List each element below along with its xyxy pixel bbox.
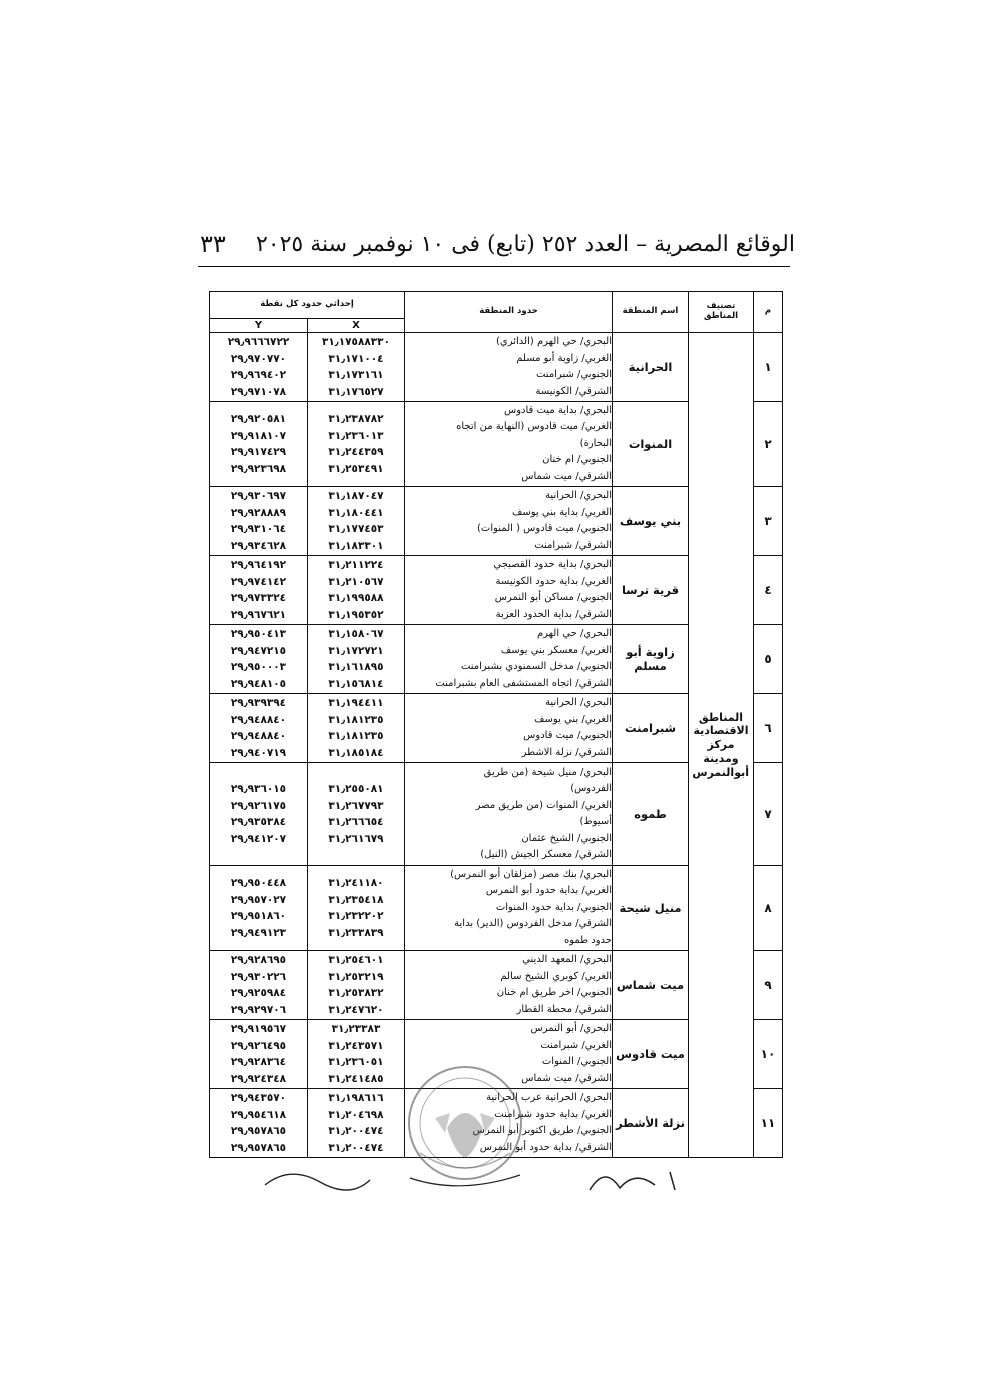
x-coordinate: ٣١٫١٥٨٠٦٧ [328, 628, 384, 640]
x-coordinate: ٣١٫١٧٦٥٢٧ [328, 385, 384, 398]
boundary-line: الغربي/ معسكر بني يوسف [500, 644, 612, 656]
x-coordinate: ٣١٫٢٥٣٤٩١ [328, 462, 384, 475]
y-coordinates [210, 694, 308, 763]
boundary-line: الشرقي/ شبرامنت [534, 539, 612, 551]
row-index: ٩ [754, 951, 783, 1020]
x-coordinates [308, 1020, 405, 1089]
x-coordinate: ٣١٫١٩٤٤١١ [328, 697, 384, 709]
zone-name: نزلة الأشطر [613, 1089, 689, 1158]
y-coordinate: ٢٩٫٩٣١٠٦٤ [230, 523, 287, 535]
x-coordinate: ٣١٫٢٤٧٦٢٠ [328, 1003, 384, 1016]
boundary-line: الشرقي/ محطة القطار [516, 1003, 612, 1015]
x-coordinates [308, 402, 405, 487]
x-coordinate: ٣١٫١٧٢٧٢١ [328, 644, 384, 657]
classification-text: المناطق الاقتصادية مركز ومدينة أبوالنمرس [692, 710, 749, 779]
boundary-line: الغربي/ بداية بني يوسف [512, 506, 612, 518]
header-index: م [754, 292, 783, 333]
zone-boundaries [405, 1089, 613, 1158]
y-coordinate: ٢٩٫٩٦٩٤٠٢ [230, 369, 287, 381]
header-rule [198, 266, 790, 267]
y-coordinate: ٢٩٫٩٥٧٠٢٧ [230, 893, 287, 906]
x-coordinates [308, 694, 405, 763]
y-coordinate: ٢٩٫٩٣٦٠١٥ [230, 783, 287, 795]
y-coordinate: ٢٩٫٩٦٦٦٧٢٢ [227, 336, 290, 348]
x-coordinate: ٣١٫٢٤١١٨٠ [328, 877, 384, 889]
x-coordinates [308, 333, 405, 402]
zone-name: ميت قادوس [613, 1020, 689, 1089]
table-row [210, 333, 783, 402]
boundary-line: البحري/ بداية حدود القصبجي [493, 559, 612, 570]
x-coordinate: ٣١٫١٨٠٤٤١ [328, 506, 384, 519]
x-coordinate: ٣١٫١٨٣٣٠١ [328, 539, 384, 552]
zone-name: طموه [613, 763, 689, 866]
x-coordinate: ٣١٫٢٥٣٨٣٢ [328, 987, 384, 999]
row-index: ٣ [754, 487, 783, 556]
y-coordinates [210, 333, 308, 402]
boundary-line: الغربي/ بني يوسف [534, 713, 612, 725]
y-coordinate: ٢٩٫٩٢٨٦٩٥ [230, 954, 287, 966]
header-x: X [308, 319, 405, 333]
boundary-line: الغربي/ المنوات (من طريق مصر [475, 799, 612, 811]
x-coordinate: ٣١٫١٩٨٦١٦ [328, 1092, 384, 1104]
row-index: ٧ [754, 763, 783, 866]
row-index: ١ [754, 333, 783, 402]
zone-boundaries [405, 487, 613, 556]
row-index: ٨ [754, 866, 783, 951]
boundary-line: الجنوبي/ الشيخ عثمان [521, 832, 612, 844]
boundary-line: الجنوبي/ شبرامنت [535, 369, 612, 380]
y-coordinate: ٢٩٫٩٢٩٧٠٦ [230, 1003, 287, 1016]
row-index: ٦ [754, 694, 783, 763]
boundary-line: الشرقي/ ميت شماس [521, 470, 612, 482]
y-coordinate: ٢٩٫٩١٧٤٢٩ [230, 446, 287, 458]
boundary-line: الشرقي/ الكونيسة [535, 385, 612, 397]
row-index: ٥ [754, 625, 783, 694]
y-coordinate: ٢٩٫٩٢٠٥٨١ [230, 413, 287, 425]
boundary-line: الغربي/ بداية حدود أبو النمرس [485, 885, 612, 897]
boundary-line: الجنوبي/ ام خنان [542, 454, 612, 466]
x-coordinate: ٣١٫٢٣٣٨٣٩ [328, 926, 384, 939]
boundary-line: الشرقي/ بداية الحدود العزبة [495, 608, 612, 620]
y-coordinate: ٢٩٫٩٢٣٦٩٨ [230, 462, 287, 475]
row-index: ٢ [754, 402, 783, 487]
boundary-line: البحري/ بنك مصر (مزلقان أبو النمرس) [450, 868, 612, 880]
x-coordinate: ٣١٫٢٣٢٢٠٢ [328, 910, 384, 922]
zone-boundaries [405, 1020, 613, 1089]
x-coordinates [308, 625, 405, 694]
y-coordinate: ٢٩٫٩٢٦١٧٥ [230, 799, 287, 812]
y-coordinate: ٢٩٫٩٢٥٩٨٤ [230, 987, 287, 999]
x-coordinate: ٣١٫١٩٩٥٨٨ [328, 592, 384, 604]
boundary-line: الشرقي/ نزلة الاشطر [521, 746, 612, 758]
x-coordinate: ٣١٫١٧٣١٦١ [328, 369, 384, 381]
x-coordinate: ٣١٫٢٦١٦٧٩ [328, 832, 384, 845]
y-coordinate: ٢٩٫٩٥٠٤٤٨ [230, 877, 287, 889]
y-coordinate: ٢٩٫٩٤٨٨٤٠ [230, 730, 287, 742]
y-coordinates [210, 866, 308, 951]
table-body [210, 333, 783, 1158]
y-coordinate: ٢٩٫٩٧٤١٤٢ [230, 575, 287, 588]
y-coordinate: ٢٩٫٩٥٧٨٦٥ [230, 1141, 287, 1154]
y-coordinate: ٢٩٫٩٤٩١٢٣ [230, 926, 287, 939]
y-coordinate: ٢٩٫٩٢٨٣٦٤ [230, 1056, 287, 1068]
zone-name: زاوية أبو مسلم [613, 625, 689, 694]
y-coordinate: ٢٩٫٩٣٠٢٢٦ [230, 970, 287, 983]
y-coordinate: ٢٩٫٩١٩٥٦٧ [230, 1023, 287, 1035]
x-coordinate: ٣١٫١٥٦٨١٤ [328, 677, 384, 690]
y-coordinate: ٢٩٫٩٢٦٤٩٥ [230, 1039, 287, 1052]
boundary-line: الغربي/ بداية حدود شبرامنت [494, 1108, 612, 1120]
x-coordinate: ٣١٫١٨١٢٣٥ [328, 730, 384, 742]
zone-boundaries [405, 951, 613, 1020]
header-boundaries: حدود المنطقة [405, 292, 613, 333]
boundary-line: البحري/ أبو النمرس [530, 1023, 612, 1034]
y-coordinates [210, 951, 308, 1020]
boundary-line: حدود طموه [563, 934, 612, 946]
y-coordinate: ٢٩٫٩٢٤٣٤٨ [230, 1072, 287, 1085]
x-coordinate: ٣١٫٢٣٦٠٥١ [328, 1056, 384, 1068]
boundary-line: الشرقي/ مدخل الفردوس (الدير) بداية [454, 918, 612, 930]
y-coordinate: ٢٩٫٩٥٤٦١٨ [230, 1108, 287, 1121]
zone-name: بني يوسف [613, 487, 689, 556]
boundary-line: الشرقي/ معسكر الجيش (النيل) [480, 849, 612, 860]
x-coordinate: ٣١٫٢٦٦٦٥٤ [328, 816, 384, 828]
boundary-line: البحري/ الحرانية عرب الحرانية [486, 1092, 612, 1103]
x-coordinate: ٣١٫٢٥٤٦٠١ [328, 954, 384, 966]
boundary-line: البحري/ حي الهرم [536, 628, 612, 639]
boundary-line: الغربي/ زاوية أبو مسلم [516, 352, 612, 364]
zone-boundaries [405, 763, 613, 866]
y-coordinate: ٢٩٫٩٣٥٣٨٤ [230, 816, 287, 828]
zone-name: شبرامنت [613, 694, 689, 763]
y-coordinate: ٢٩٫٩٧١٠٧٨ [230, 385, 287, 398]
y-coordinates [210, 763, 308, 866]
zone-boundaries [405, 556, 613, 625]
zone-boundaries [405, 333, 613, 402]
zone-boundaries [405, 694, 613, 763]
boundary-line: الغربي/ ميت قادوس (النهاية من اتجاه [456, 421, 612, 433]
boundary-line: البحري/ بداية ميت قادوس [503, 404, 612, 416]
y-coordinate: ٢٩٫٩٣٤٦٢٨ [230, 539, 287, 552]
x-coordinate: ٣١٫١٧١٠٠٤ [328, 352, 384, 365]
zone-boundaries [405, 402, 613, 487]
x-coordinate: ٣١٫١٧٧٤٥٣ [328, 523, 384, 535]
y-coordinates [210, 487, 308, 556]
boundary-line: البحري/ منيل شيحة (من طريق [483, 766, 612, 778]
boundary-line: الغربي/ بداية حدود الكونيسة [495, 575, 612, 587]
x-coordinate: ٣١٫٢٠٠٤٧٤ [328, 1141, 384, 1154]
zone-boundaries [405, 866, 613, 951]
zone-name: ميت شماس [613, 951, 689, 1020]
x-coordinate: ٣١٫٢٥٥٠٨١ [328, 783, 384, 795]
boundary-line: الشرقي/ ميت شماس [521, 1072, 612, 1084]
zone-name: منيل شيحة [613, 866, 689, 951]
y-coordinate: ٢٩٫٩٤٣٥٧٠ [230, 1092, 287, 1104]
header-y: Y [210, 319, 308, 333]
x-coordinate: ٣١٫٢٣٨٧٨٢ [328, 413, 384, 425]
x-coordinate: ٣١٫٢٣٦٠١٣ [328, 429, 384, 442]
x-coordinate: ٣١٫٢٠٤٦٩٨ [328, 1108, 384, 1121]
row-index: ٤ [754, 556, 783, 625]
y-coordinate: ٢٩٫٩٤٧٢١٥ [230, 644, 287, 657]
boundary-line: الجنوبي/ طريق اكتوبر أبو النمرس [472, 1125, 612, 1136]
x-coordinate: ٣١٫٢٤٤٣٥٩ [328, 446, 384, 458]
boundary-line: الجنوبي/ بداية حدود المنوات [495, 901, 612, 913]
boundary-line: الشرقي/ بداية حدود أبو النمرس [479, 1141, 612, 1153]
y-coordinate: ٢٩٫٩٥٧٨٦٥ [230, 1125, 287, 1137]
row-index: ١١ [754, 1089, 783, 1158]
y-coordinate: ٢٩٫٩٧٠٧٧٠ [230, 352, 287, 365]
zone-classification [689, 333, 754, 1158]
x-coordinates [308, 1089, 405, 1158]
y-coordinate: ٢٩٫٩٤٨٨٤٠ [230, 713, 287, 726]
boundary-line: الفردوس) [570, 783, 612, 794]
zones-table [209, 291, 783, 1158]
x-coordinates [308, 763, 405, 866]
x-coordinate: ٣١٫١٩٥٣٥٢ [328, 608, 384, 621]
y-coordinate: ٢٩٫٩٤١٢٠٧ [230, 832, 287, 845]
x-coordinates [308, 866, 405, 951]
y-coordinates [210, 402, 308, 487]
header-coordinates: إحداثي حدود كل نقطة [210, 292, 405, 319]
boundary-line: الغربي/ كوبري الشيخ سالم [500, 970, 612, 982]
x-coordinate: ٣١٫٢٥٣٢١٩ [328, 970, 384, 983]
y-coordinate: ٢٩٫٩٣٩٣٩٤ [230, 697, 287, 709]
boundary-line: البحري/ حي الهرم (الدائري) [496, 336, 612, 347]
boundary-line: البحري/ الحرانية [545, 490, 612, 501]
x-coordinate: ٣١٫١٧٥٨٨٣٣٠ [321, 336, 390, 348]
y-coordinate: ٢٩٫٩٣٠٦٩٧ [230, 490, 287, 502]
boundary-line: الغربي/ شبرامنت [540, 1039, 612, 1051]
y-coordinate: ٢٩٫٩٦٧٦٢١ [230, 608, 287, 621]
row-index: ١٠ [754, 1020, 783, 1089]
y-coordinates [210, 625, 308, 694]
boundary-line: الجنوبي/ اخر طريق ام خنان [496, 987, 612, 998]
x-coordinates [308, 556, 405, 625]
y-coordinate: ٢٩٫٩٥٠٠٠٣ [230, 661, 287, 673]
y-coordinate: ٢٩٫٩٤٨١٠٥ [230, 677, 287, 690]
signature-strokes [260, 1160, 720, 1200]
boundary-line: الجنوبي/ مدخل السمنودي بشبرامنت [460, 661, 612, 672]
x-coordinate: ٣١٫١٦١٨٩٥ [328, 661, 384, 673]
x-coordinate: ٣١٫٢٤٣٥٧١ [328, 1039, 384, 1052]
y-coordinate: ٢٩٫٩٥١٨٦٠ [230, 910, 287, 922]
zone-name: الحرانية [613, 333, 689, 402]
y-coordinates [210, 1020, 308, 1089]
y-coordinate: ٢٩٫٩١٨١٠٧ [230, 429, 287, 442]
x-coordinate: ٣١٫٢٣٣٨٣ [331, 1023, 381, 1035]
x-coordinate: ٣١٫٢١١٢٢٤ [328, 559, 384, 571]
y-coordinates [210, 1089, 308, 1158]
x-coordinate: ٣١٫٢١٠٥٦٧ [328, 575, 384, 588]
header-classification: تصنيف المناطق [689, 292, 754, 333]
y-coordinate: ٢٩٫٩٢٨٨٨٩ [230, 506, 287, 519]
boundary-line: الجنوبي/ مساكن أبو النمرس [494, 592, 612, 603]
boundary-line: الجنوبي/ المنوات [541, 1056, 612, 1067]
zone-boundaries [405, 625, 613, 694]
boundary-line: أسيوط) [579, 816, 612, 827]
boundary-line: البحارة) [579, 437, 612, 449]
y-coordinate: ٢٩٫٩٧٣٣٢٤ [230, 592, 287, 604]
y-coordinate: ٢٩٫٩٤٠٧١٩ [230, 746, 287, 759]
x-coordinates [308, 487, 405, 556]
x-coordinate: ٣١٫١٨٧٠٤٧ [328, 490, 384, 502]
page-header [200, 226, 795, 262]
boundary-line: الشرقي/ اتجاه المستشفى العام بشبرامنت [435, 677, 612, 689]
boundary-line: البحري/ الحرانية [545, 697, 612, 708]
zone-name: المنوات [613, 402, 689, 487]
x-coordinate: ٣١٫١٨١٢٣٥ [328, 713, 384, 726]
x-coordinate: ٣١٫٢٤١٤٨٥ [328, 1072, 384, 1085]
y-coordinates [210, 556, 308, 625]
boundary-line: الجنوبي/ ميت قادوس [523, 730, 612, 741]
x-coordinate: ٣١٫٢٠٠٤٧٤ [328, 1125, 384, 1137]
x-coordinate: ٣١٫٢٦٧٧٩٣ [328, 799, 384, 812]
page-number: ٣٣ [200, 230, 226, 258]
header-title: الوقائع المصرية – العدد ٢٥٢ (تابع) فى ١٠ نوفمبر سنة ٢٠٢٥ [255, 231, 795, 257]
x-coordinate: ٣١٫٢٣٥٤١٨ [328, 893, 384, 906]
y-coordinate: ٢٩٫٩٥٠٤١٣ [230, 628, 287, 640]
y-coordinate: ٢٩٫٩٦٤١٩٢ [230, 559, 287, 571]
x-coordinate: ٣١٫١٨٥١٨٤ [328, 746, 384, 759]
header-zone-name: اسم المنطقة [613, 292, 689, 333]
zone-name: قرية ترسا [613, 556, 689, 625]
x-coordinates [308, 951, 405, 1020]
boundary-line: البحري/ المعهد الديني [522, 954, 612, 965]
boundary-line: الجنوبي/ ميت قادوس ( المنوات) [477, 523, 612, 534]
